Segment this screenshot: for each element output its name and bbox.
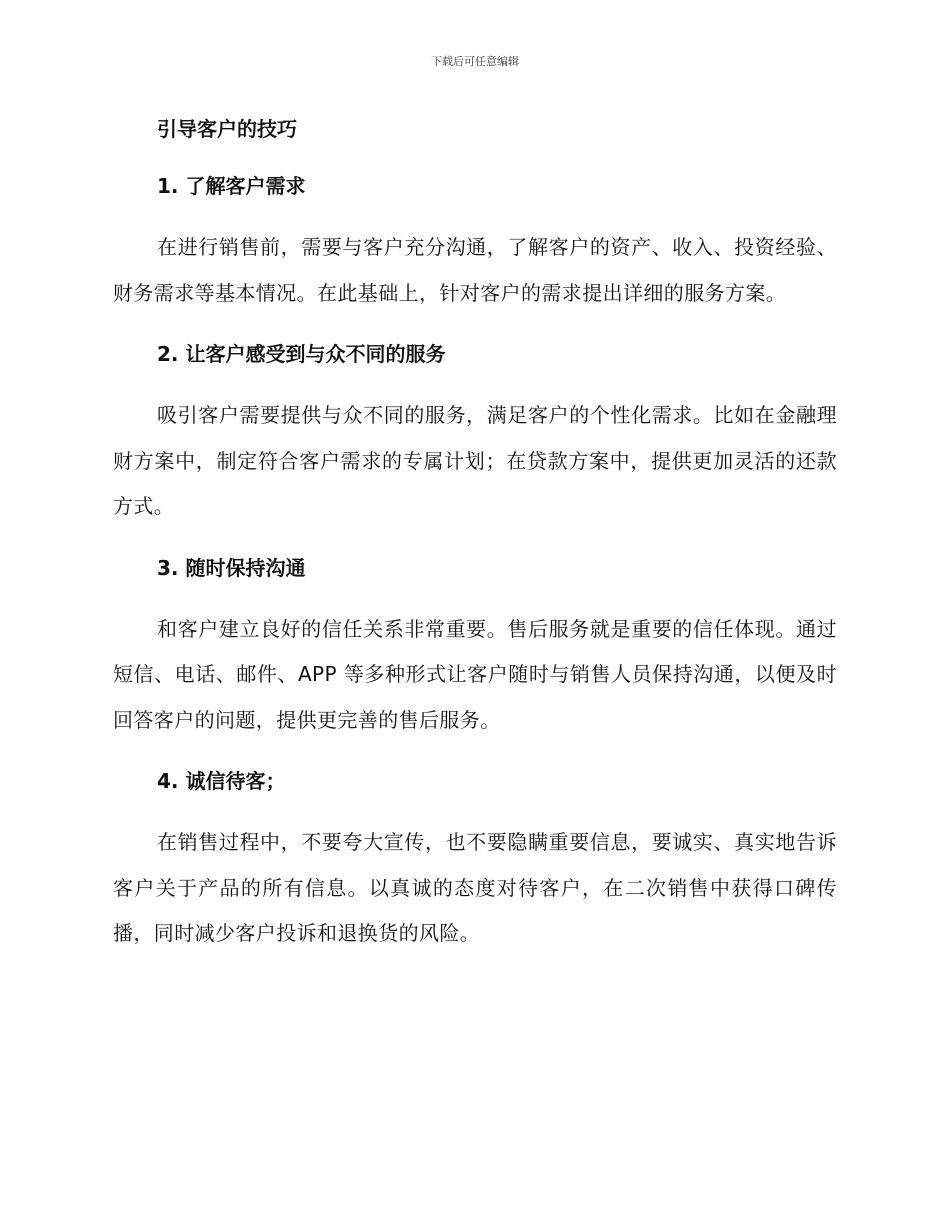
page-header-note: 下载后可任意编辑 — [431, 55, 519, 68]
section-paragraph-3: 和客户建立良好的信任关系非常重要。售后服务就是重要的信任体现。通过短信、电话、邮件、APP 等多种形式让客户随时与销售人员保持沟通，以便及时回答客户的问题，提供更完善的售后服务。 — [113, 616, 837, 732]
section-heading-1: 1. 了解客户需求 — [157, 174, 306, 198]
document-title: 引导客户的技巧 — [157, 117, 297, 141]
section-paragraph-1: 在进行销售前，需要与客户充分沟通，了解客户的资产、收入、投资经验、财务需求等基本情况。在此基础上，针对客户的需求提出详细的服务方案。 — [113, 235, 837, 305]
section-paragraph-4: 在销售过程中，不要夸大宣传，也不要隐瞒重要信息，要诚实、真实地告诉客户关于产品的所有信息。以真诚的态度对待客户，在二次销售中获得口碑传播，同时减少客户投诉和退换货的风险。 — [113, 830, 837, 945]
section-heading-3: 3. 随时保持沟通 — [157, 555, 306, 580]
section-heading-2: 2. 让客户感受到与众不同的服务 — [157, 342, 446, 366]
section-heading-4: 4. 诚信待客； — [157, 769, 286, 793]
section-paragraph-2: 吸引客户需要提供与众不同的服务，满足客户的个性化需求。比如在金融理财方案中，制定符合客户需求的专属计划；在贷款方案中，提供更加灵活的还款方式。 — [113, 403, 837, 518]
document-body — [113, 111, 837, 957]
